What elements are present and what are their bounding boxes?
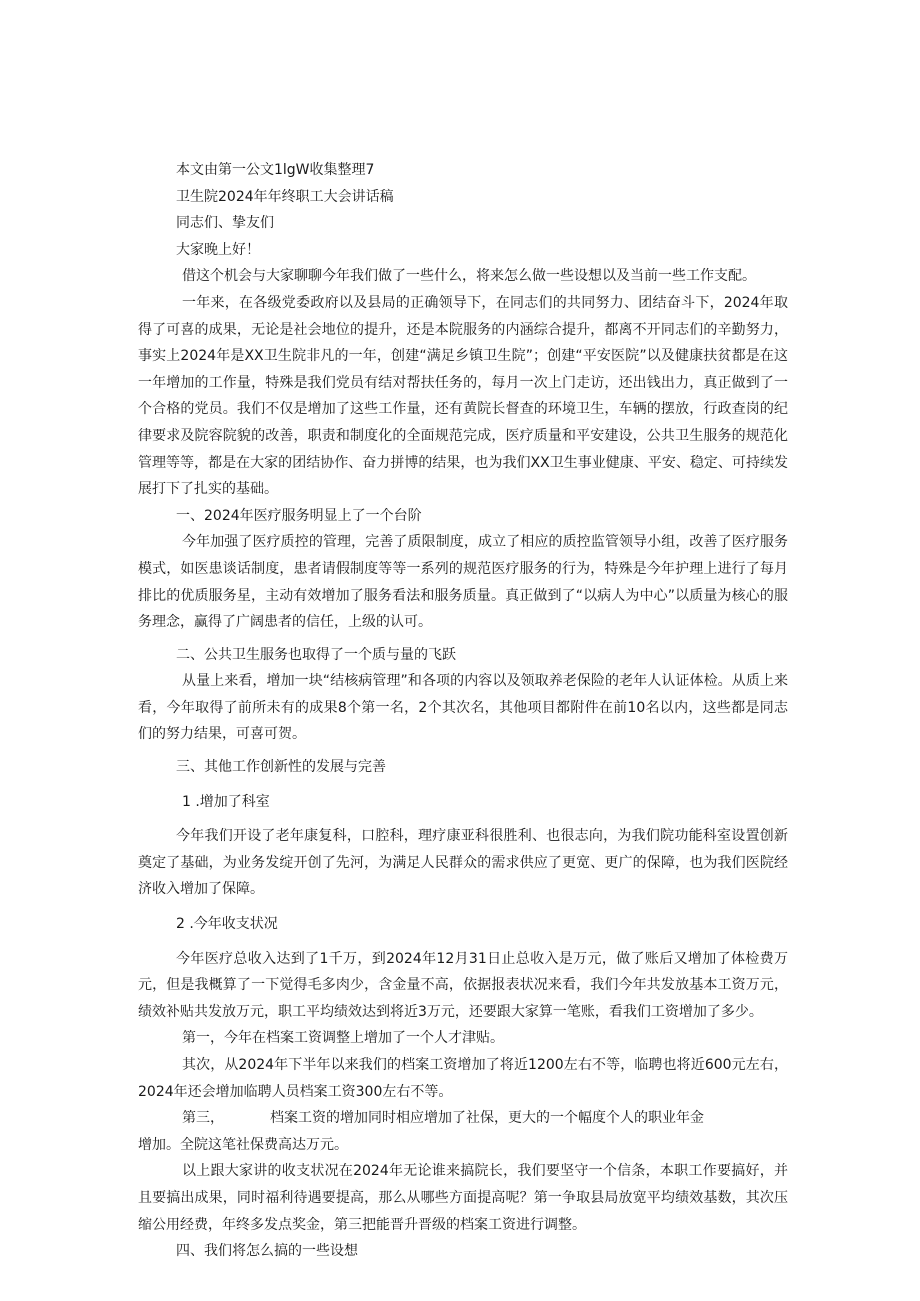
salutation: 同志们、挚友们 — [176, 215, 274, 232]
second-item-paragraph: 其次，从2024年下半年以来我们的档案工资增加了将近1200左右不等，临聘也将近600元左右，2024年还会增加临聘人员档案工资300左右不等。 — [138, 1057, 788, 1100]
third-item-text: 档案工资的增加同时相应增加了社保，更大的一个幅度个人的职业年金 — [270, 1110, 704, 1127]
year-review-paragraph: 一年来，在各级党委政府以及县局的正确领导下，在同志们的共同努力、团结奋斗下，2024年取得了可喜的成果，无论是社会地位的提升，还是本院服务的内涵综合提升，都离不开同志们的辛勤努力，事实上2024年是XX卫生院非凡的一年，创建“满足乡镇卫生院”；创建“平安医院”以及健康扶贫都是在这一年增加的工作量，特殊是我们党员有结对帮扶任务的，每月一次上门走访，还出钱出力，真正做到了一个合格的党员。我们不仅是增加了这些工作量，还有黄院长督查的环境卫生，车辆的摆放，行政查岗的纪律要求及院容院貌的改善，职责和制度化的全面规范完成，医疗质量和平安建设，公共卫生服务的规范化管理等等，都是在大家的团结协作、奋力拼博的结果，也为我们XX卫生事业健康、平安、稳定、可持续发展打下了扎实的基础。 — [138, 294, 788, 498]
section-heading-4: 四、我们将怎么搞的一些设想 — [176, 1243, 358, 1260]
first-item-paragraph: 第一，今年在档案工资调整上增加了一个人才津贴。 — [182, 1030, 504, 1047]
subsection-heading-1: 1 .增加了科室 — [182, 793, 270, 810]
third-item-label: 第三， — [182, 1110, 224, 1127]
intro-paragraph: 借这个机会与大家聊聊今年我们做了一些什么，将来怎么做一些设想以及当前一些工作支配。 — [182, 268, 756, 285]
third-item-continuation: 增加。全院这笔社保费高达万元。 — [138, 1136, 348, 1153]
subsection-2-paragraph: 今年医疗总收入达到了1千万，到2024年12月31日止总收入是万元，做了账后又增加了体检费万元，但是我概算了一下觉得毛多肉少，含金量不高，依据报表状况来看，我们今年共发放基本工资万元，绩效补贴共发放万元，职工平均绩效达到将近3万元，还要跟大家算一笔账，看我们工资增加了多少。 — [138, 950, 788, 1020]
greeting: 大家晚上好！ — [176, 241, 260, 258]
subsection-1-paragraph: 今年我们开设了老年康复科，口腔科，理疗康亚科很胜利、也很志向，为我们院功能科室设置创新奠定了基础，为业务发绽开创了先河，为满足人民群众的需求供应了更宽、更广的保障，也为我们医院经济收入增加了保障。 — [138, 828, 788, 898]
section-1-paragraph: 今年加强了医疗质控的管理，完善了质限制度，成立了相应的质控监管领导小组，改善了医疗服务模式，如医患谈话制度，患者请假制度等等一系列的规范医疗服务的行为，特殊是今年护理上进行了每月排比的优质服务星，主动有效增加了服务看法和服务质量。真正做到了“以病人为中心”以质量为核心的服务理念，赢得了广阔患者的信任，上级的认可。 — [138, 534, 788, 631]
document-page — [138, 157, 788, 1265]
section-2-paragraph: 从量上来看，增加一块“结核病管理”和各项的内容以及领取养老保险的老年人认证体检。从质上来看，今年取得了前所未有的成果8个第一名，2个其次名，其他项目都附件在前10名以内，这些都是同志们的努力结果，可喜可贺。 — [138, 673, 788, 743]
section-heading-2: 二、公共卫生服务也取得了一个质与量的飞跃 — [176, 646, 456, 663]
third-item-line — [138, 1105, 788, 1132]
subsection-heading-2: 2 .今年收支状况 — [176, 916, 278, 933]
summary-paragraph: 以上跟大家讲的收支状况在2024年无论谁来搞院长，我们要坚守一个信条，本职工作要搞好，并且要搞出成果，同时福利待遇要提高，那么从哪些方面提高呢？第一争取县局放宽平均绩效基数，其次压缩公用经费，年终多发点奖金，第三把能晋升晋级的档案工资进行调整。 — [138, 1163, 788, 1233]
section-heading-3: 三、其他工作创新性的发展与完善 — [176, 759, 386, 776]
source-note: 本文由第一公文1lgW收集整理7 — [176, 162, 375, 178]
document-title: 卫生院2024年年终职工大会讲话稿 — [176, 188, 394, 205]
section-heading-1: 一、2024年医疗服务明显上了一个台阶 — [176, 507, 422, 524]
